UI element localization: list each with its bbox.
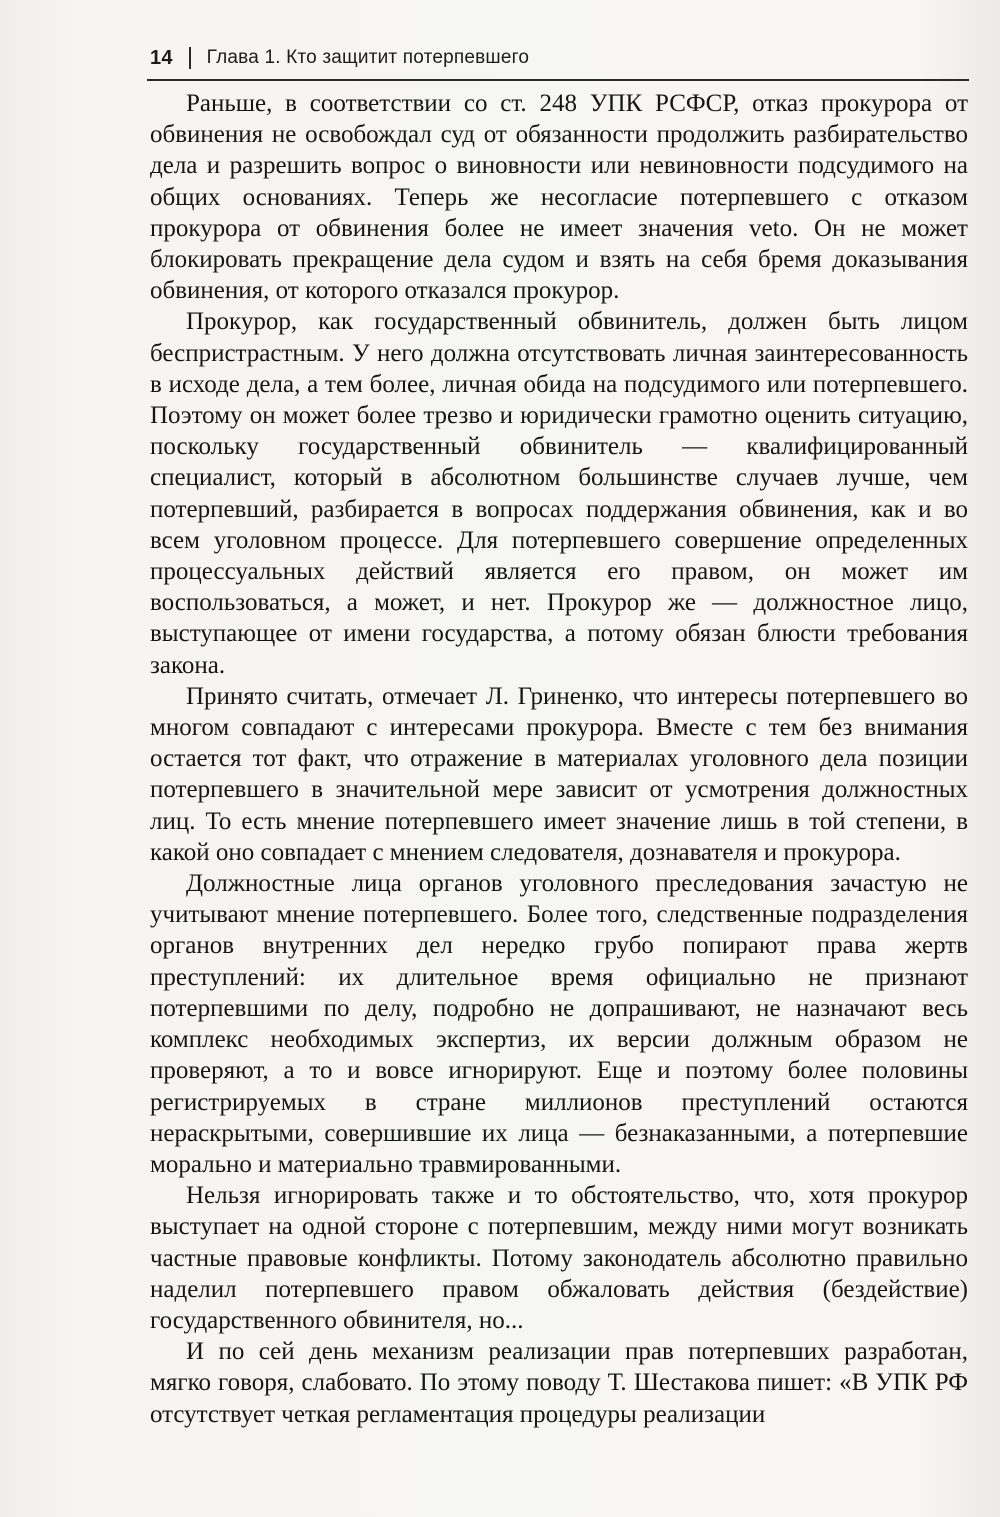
- paragraph: И по сей день механизм реализации прав потерпевших разработан, мягко говоря, слабовато. По этому поводу Т. Шестакова пишет: «В УПК РФ отсутствует четкая регламентация процедуры реализации: [150, 1338, 968, 1428]
- paragraph: Нельзя игнорировать также и то обстоятельство, что, хотя прокурор выступает на одной стороне с потерпевшим, между ними могут возникать частные правовые конфликты. Потому законодатель абсолютно правильно наделил потерпевшего правом обжаловать действия (бездействие) государственного обвинителя, но...: [150, 1182, 968, 1334]
- paragraph: Принято считать, отмечает Л. Гриненко, что интересы потерпевшего во многом совпадают с интересами прокурора. Вместе с тем без внимания остается тот факт, что отражение в материалах уголовного дела позиции потерпевшего в значительной мере зависит от усмотрения должностных лиц. То есть мнение потерпевшего имеет значение лишь в той степени, в какой оно совпадает с мнением следователя, дознавателя и прокурора.: [150, 682, 968, 866]
- page-number: 14: [150, 46, 173, 69]
- paragraph: Должностные лица органов уголовного преследования зачастую не учитывают мнение потерпевшего. Более того, следственные подразделения органов внутренних дел нередко грубо попирают права жертв преступлений: их длительное время официально не признают потерпевшими по делу, подробно не допрашивают, не назначают весь комплекс необходимых экспертиз, их версии должным образом не проверяют, а то и вовсе игнорируют. Еще и поэтому более половины регистрируемых в стране миллионов преступлений остаются нераскрытыми, совершившие их лица — безнаказанными, а потерпевшие морально и материально травмированными.: [150, 870, 968, 1178]
- running-head: [150, 42, 529, 74]
- chapter-title: Глава 1. Кто защитит потерпевшего: [206, 47, 530, 68]
- header-rule: [147, 79, 969, 81]
- paragraph: Раньше, в соответствии со ст. 248 УПК РСФСР, отказ прокурора от обвинения не освобождал суд от обязанности продолжить разбирательство дела и разрешить вопрос о виновности или невиновности подсудимого на общих основаниях. Теперь же несогласие потерпевшего с отказом прокурора от обвинения более не имеет значения veto. Он не может блокировать прекращение дела судом и взять на себя бремя доказывания обвинения, от которого отказался прокурор.: [150, 90, 968, 305]
- header-separator: [189, 47, 191, 69]
- body-text: [150, 88, 968, 1430]
- paragraph: Прокурор, как государственный обвинитель, должен быть лицом беспристрастным. У него должна отсутствовать личная заинтересованность в исходе дела, а тем более, личная обида на подсудимого или потерпевшего. Поэтому он может более трезво и юридически грамотно оценить ситуацию, поскольку государственный обвинитель — квалифицированный специалист, который в абсолютном большинстве случаев лучше, чем потерпевший, разбирается в вопросах поддержания обвинения, как и во всем уголовном процессе. Для потерпевшего совершение определенных процессуальных действий является его правом, он может им воспользоваться, а может, и нет. Прокурор же — должностное лицо, выступающее от имени государства, а потому обязан блюсти требования закона.: [150, 308, 968, 679]
